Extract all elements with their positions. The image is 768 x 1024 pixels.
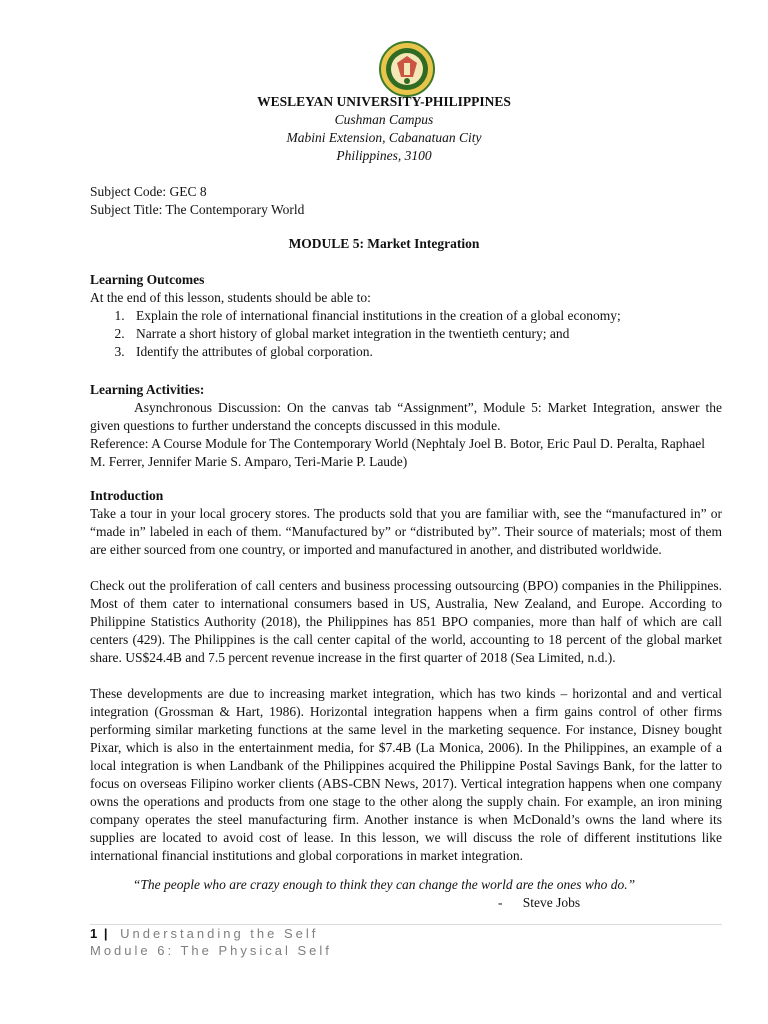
footer-line-1 <box>90 925 318 943</box>
intro-paragraph: Take a tour in your local grocery stores. The products sold that you are familiar with, see the “manufactured in” or “made in” labeled in each of them. “Manufactured by” or “distributed by”. Their source of materials; most of them are either sourced from one country, or imported and manufactured in another, and distributed worldwide. <box>90 506 722 557</box>
learning-activities-heading: Learning Activities: <box>90 382 205 397</box>
campus-name: Cushman Campus <box>334 112 434 127</box>
introduction-heading: Introduction <box>90 488 164 503</box>
learning-outcomes-section <box>90 271 722 361</box>
intro-paragraph: Check out the proliferation of call centers and business processing outsourcing (BPO) companies in the Philippines. Most of them cater to international consumers based in US, Australia, New Zealand, and Europe. According to Philippine Statistics Authority (2018), the Philippines has 851 BPO companies, more than half of which are call centers (429). The Philippines is the call center capital of the world, accounting to 18 percent of the global market share. US$24.4B and 7.5 percent revenue increase in the first quarter of 2018 (Sea Limited, n.d.). <box>90 578 722 665</box>
learning-activities-paragraph: Asynchronous Discussion: On the canvas tab “Assignment”, Module 5: Market Integration, answer the given questions to further understand the concepts discussed in this module. <box>90 400 722 433</box>
university-name: WESLEYAN UNIVERSITY-PHILIPPINES <box>257 94 511 109</box>
street-address: Mabini Extension, Cabanatuan City <box>286 130 482 145</box>
footer-module-title: Module 6: The Physical Self <box>90 943 332 958</box>
list-item: 2. Narrate a short history of global market integration in the twentieth century; and <box>128 325 722 343</box>
reference-text: Reference: A Course Module for The Contemporary World (Nephtaly Joel B. Botor, Eric Paul D. Peralta, Raphael M. Ferrer, Jennifer Marie S. Amparo, Teri-Marie P. Laude) <box>90 436 705 469</box>
introduction-section <box>90 487 722 865</box>
page-number: 1 <box>90 926 98 941</box>
subject-info <box>90 183 722 219</box>
learning-outcomes-heading: Learning Outcomes <box>90 272 205 287</box>
country-address: Philippines, 3100 <box>336 148 432 163</box>
quote-author: - Steve Jobs <box>498 895 581 910</box>
footer-course-title: Understanding the Self <box>120 926 319 941</box>
subject-code: Subject Code: GEC 8 <box>90 184 207 199</box>
subject-title: Subject Title: The Contemporary World <box>90 202 305 217</box>
university-seal-logo <box>379 41 435 97</box>
list-item: 1. Explain the role of international financial institutions in the creation of a global economy; <box>128 307 722 325</box>
learning-outcomes-list <box>90 307 722 361</box>
list-item: 3. Identify the attributes of global corporation. <box>128 343 722 361</box>
learning-activities-section <box>90 381 722 471</box>
learning-outcomes-intro: At the end of this lesson, students should be able to: <box>90 290 371 305</box>
quote-text: “The people who are crazy enough to think they can change the world are the ones who do.” <box>132 877 636 892</box>
module-title: MODULE 5: Market Integration <box>288 236 480 251</box>
footer-separator: | <box>103 926 108 941</box>
intro-paragraph: These developments are due to increasing market integration, which has two kinds – horizontal and and vertical integration (Grossman & Hart, 1986). Horizontal integration happens when a firm gains control of other firms performing similar marketing functions at the same level in the marketing sequence. For instance, Disney bought Pixar, which is also in the entertainment media, for $7.4B (La Monica, 2006). In the Philippines, an example of a local integration is when Landbank of the Philippines acquired the Philippine Postal Savings Bank, for the latter to focus on overseas Filipino worker clients (ABS-CBN News, 2017). Vertical integration happens when one company owns the operations and products from one stage to the other along the supply chain. For example, an iron mining company operates the steel manufacturing firm. Another instance is when McDonald’s owns the land where its supplies are located to avoid cost of lease. In this lesson, we will discuss the role of different institutions like international financial institutions and global corporations in market integration. <box>90 686 722 863</box>
